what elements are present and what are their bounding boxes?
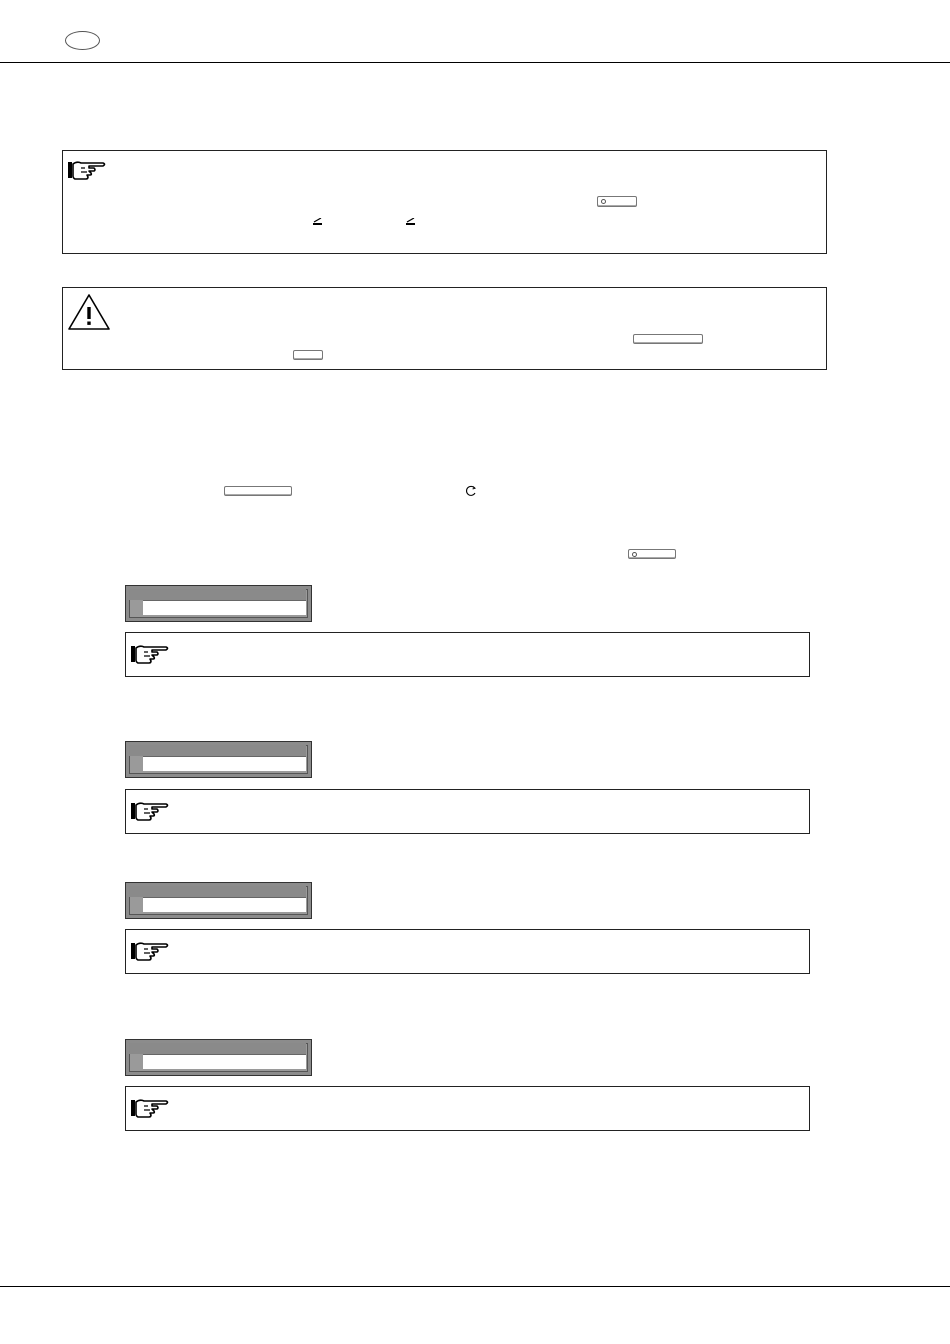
panel-key-symbol-wide — [633, 334, 703, 344]
rotary-knob-icon — [465, 485, 477, 497]
note-box-step-1 — [125, 632, 810, 677]
note-box-top — [62, 150, 827, 254]
lcd-display — [125, 741, 312, 778]
pointing-hand-icon — [130, 800, 170, 822]
pointing-hand-icon — [67, 159, 107, 181]
pointing-hand-icon — [130, 643, 170, 665]
pointing-hand-icon — [130, 940, 170, 962]
note-box-step-4 — [125, 1086, 810, 1131]
language-badge — [65, 31, 100, 50]
note-box-step-3 — [125, 929, 810, 974]
panel-key-symbol — [628, 549, 676, 559]
header-rule — [0, 62, 950, 63]
warning-box — [62, 287, 827, 370]
footer-rule — [0, 1286, 950, 1287]
pointing-hand-icon — [130, 1097, 170, 1119]
warning-triangle-icon — [67, 293, 111, 331]
lcd-display — [125, 1039, 312, 1076]
key-led-icon — [601, 199, 606, 204]
panel-key-symbol-small — [293, 350, 323, 360]
key-symbol-icon — [313, 218, 322, 225]
key-symbol-icon — [406, 218, 415, 225]
lcd-display — [125, 882, 312, 919]
key-led-icon — [632, 552, 637, 557]
panel-key-symbol — [597, 196, 637, 207]
lcd-display — [125, 585, 312, 622]
panel-key-symbol-wide — [224, 486, 292, 496]
note-box-step-2 — [125, 789, 810, 834]
